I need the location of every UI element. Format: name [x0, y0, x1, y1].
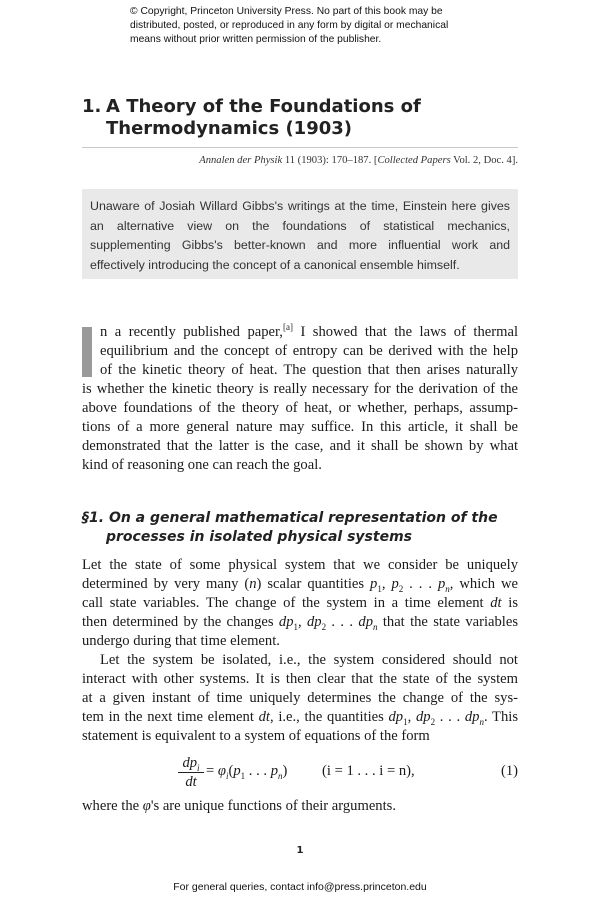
para-line: determined by very many (n) scalar quantities $p_1$, $p_2$ . . . $p_n$, which we: [82, 576, 519, 594]
para-line: interact with other systems. It is then clear that the state of the system: [82, 671, 518, 687]
intro-line: tions of a more general nature may suffice. In this article, it shall be: [82, 419, 518, 435]
equation-fraction: $dp_i$ dt: [178, 754, 204, 791]
footnote-ref[interactable]: [a]: [282, 322, 293, 333]
chapter-title: [82, 96, 522, 140]
chapter-title-line-2: Thermodynamics (1903): [106, 118, 353, 139]
intro-line: of the kinetic theory of heat. The question that then arises naturally: [100, 362, 518, 378]
collected-papers: Collected Papers: [377, 155, 451, 166]
intro-line: kind of reasoning one can reach the goal.: [82, 457, 322, 473]
title-divider: [82, 147, 518, 148]
intro-line: above foundations of the theory of heat, or whether, perhaps, assump-: [82, 400, 518, 416]
copyright-line-1: © Copyright, Princeton University Press. No part of this book may be: [130, 6, 443, 17]
citation-rest: Vol. 2, Doc. 4].: [450, 155, 518, 166]
section-heading: [82, 509, 518, 547]
section-title-line-2: processes in isolated physical systems: [106, 529, 412, 545]
source-citation: [82, 155, 518, 166]
equation-rhs: = $\varphi_i(p_1$ . . . $p_n$): [206, 763, 288, 781]
copyright-line-3: means without prior written permission of the publisher.: [130, 34, 382, 45]
chapter-title-line-1: A Theory of the Foundations of: [106, 96, 421, 117]
equation-1: [82, 754, 518, 794]
intro-line: n a recently published paper,[a] I showed that the laws of thermal: [100, 322, 518, 340]
intro-line: demonstrated that the latter is the case, and it shall be shown by what: [82, 438, 518, 454]
equation-condition: (i = 1 . . . i = n),: [322, 763, 415, 779]
para-line: statement is equivalent to a system of equations of the form: [82, 728, 430, 744]
drop-cap-letter-i: [82, 327, 92, 377]
journal-name: Annalen der Physik: [199, 155, 283, 166]
copyright-notice: [130, 5, 490, 47]
para-line: call state variables. The change of the system in a time element dt is: [82, 595, 519, 611]
footer-contact: For general queries, contact info@press.princeton.edu: [173, 881, 427, 893]
equation-label: (1): [500, 763, 518, 779]
para-line: then determined by the changes $dp_1$, $dp_2$ . . . $dp_n$ that the state variables: [82, 614, 518, 632]
copyright-line-2: distributed, posted, or reproduced in any form by digital or mechanical: [130, 20, 449, 31]
intro-line: is whether the kinetic theory is really necessary for the derivation of the: [82, 381, 518, 397]
para-line: where the φ's are unique functions of their arguments.: [82, 798, 396, 814]
section-number: §1.: [82, 510, 105, 526]
intro-line: equilibrium and the concept of entropy can be derived with the help: [100, 343, 518, 359]
para-line: at a given instant of time uniquely determines the change of the sys-: [82, 690, 518, 706]
page-number: 1: [296, 845, 304, 856]
chapter-number: 1.: [82, 96, 102, 117]
para-line: Let the system be isolated, i.e., the system considered should not: [100, 652, 518, 668]
para-line: Let the state of some physical system that we consider be uniquely: [82, 557, 518, 573]
citation-detail: 11 (1903): 170–187. [: [282, 155, 378, 166]
section-title-line-1: On a general mathematical representation of the: [108, 510, 498, 526]
para-line: tem in the next time element dt, i.e., the quantities $dp_1$, $dp_2$ . . . $dp_n$. This: [82, 709, 518, 727]
para-line: undergo during that time element.: [82, 633, 280, 649]
abstract-box: Unaware of Josiah Willard Gibbs's writings at the time, Einstein here gives an alternative view on the foundations of statistical mechanics, supplementing Gibbs's better-known and more influential work and effectively introducing the concept of a canonical ensemble himself.: [82, 189, 518, 279]
